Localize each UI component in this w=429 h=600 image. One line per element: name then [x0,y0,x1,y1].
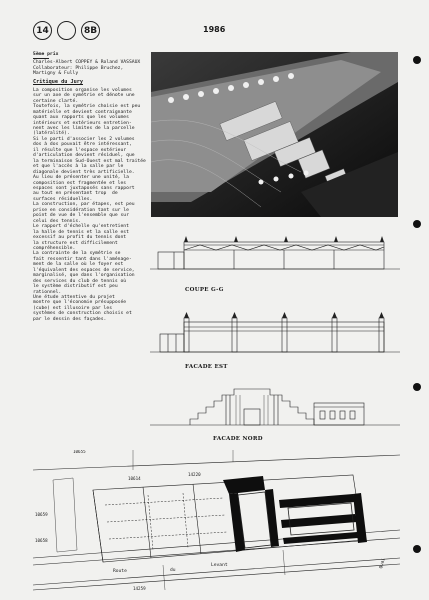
critique-line: sur un axe de symétrie et dénote une [33,93,135,99]
critique-line: Une étude attentive du projet [33,295,115,301]
critique-line: nent avec les limites de la parcelle [33,125,135,131]
critique-line: dos à dos pouvait être intéressant, [33,142,132,148]
street-label: Quai [379,557,387,570]
critique-line: le système distributif est peu [33,284,118,290]
parcel-label: 10658 [35,538,48,543]
parcel-label: 10655 [73,450,86,454]
model-photograph [151,52,398,217]
binder-hole-icon [413,545,421,553]
year-label: 1986 [203,25,226,34]
critique-line: fait ressentir tant dans l'aménage- [33,256,132,262]
critique-line: espaces sont juxtaposés sans rapport [33,185,135,191]
collaborator-line: Martigny & Fully [33,71,79,77]
critique-line: Le rapport d'échelle qu'entretient [33,224,129,230]
critique-line: quant aux rapports que les volumes [33,115,129,121]
critique-line: (latéralité). [33,131,70,137]
critique-line: excessif au profit du tennis dont [33,235,127,241]
binder-hole-icon [413,383,421,391]
critique-line: Au lieu de présenter une unité, la [33,175,129,181]
parcel-label: 14259 [133,586,146,591]
critique-line: systèmes de construction choisis et [33,311,132,317]
critique-line: certaine clarté. [33,98,79,104]
critique-line: au tout en présentant trop de [33,191,118,197]
critique-line: point de vue de l'ensemble que sur [33,213,129,219]
critique-line: compréhensible. [33,245,76,251]
critique-line: Si le parti d'associer les 2 volumes [33,136,135,142]
parcel-label: 10614 [128,476,141,481]
critique-heading: Critique du Jury [33,78,83,85]
parcel-label: 10659 [35,512,48,517]
page-number-badge: 14 [33,21,52,40]
critique-line: d'articulation devient résiduel, que [33,153,135,159]
critique-line: composition est fragmentée et les [33,180,127,186]
site-plan [33,450,400,595]
critique-text [33,88,145,322]
critique-line: La composition organise les volumes [33,87,132,93]
collaborator-block [33,66,145,77]
critique-line: celui des tennis. [33,218,81,224]
critique-line: rationnel. [33,289,62,295]
section-drawing [150,228,400,273]
critique-line: il résulte que l'espace extérieur [33,147,127,153]
critique-line: surfaces résiduelles. [33,196,93,202]
empty-badge-circle [57,21,76,40]
critique-line: et que l'accès à la salle par le [33,164,124,170]
critique-line: montre que l'économie présupposée [33,300,127,306]
critique-line: matérielle et devient contraignante [33,109,132,115]
site-plan-drawing [33,450,400,595]
authors-line: Charles-Albert COPPEY & Roland VASSAUX [33,60,141,66]
critique-line: La construction, par étapes, est peu [33,202,135,208]
critique-line: la halle de tennis et la salle est [33,229,129,235]
parcel-label: 14220 [188,472,201,477]
north-facade-drawing [150,373,400,428]
critique-line: la terminaison Sud-Ouest est mal traitée [33,158,146,164]
critique-line: par le dessin des façades. [33,316,107,322]
critique-line: des services du club de tennis où [33,278,127,284]
north-facade-label: FACADE NORD [213,436,263,442]
street-label: Route [113,569,127,574]
street-label: Levant [211,563,228,568]
section-label: COUPE G-G [185,287,224,293]
binder-hole-icon [413,220,421,228]
east-facade-drawing [150,300,400,358]
critique-line: diagonale devient très artificielle. [33,169,135,175]
model-photo-image [151,52,398,217]
critique-line: ment de la salle où le foyer est [33,262,124,268]
prize-label: 5ème prix [33,52,59,57]
critique-line: La contrainte de la symétrie se [33,251,121,257]
critique-line: l'équivalent des espaces de service, [33,267,135,273]
critique-line: intérieurs et extérieurs entretien- [33,120,132,126]
category-badge: 8B [81,21,100,40]
entry-text-column [33,52,145,322]
collaborator-line: Collaborateur: Philippe Bruchez, [33,65,124,71]
binder-hole-icon [413,56,421,64]
critique-line: Toutefois, la symétrie choisie est peu [33,104,141,110]
critique-line: (cube) est illusoire par les [33,305,113,311]
street-label: du [170,568,176,573]
critique-line: la structure est difficilement [33,240,118,246]
critique-line: marginalisé, que dans l'organisation [33,273,135,279]
east-facade-label: FACADE EST [185,364,228,370]
critique-line: prise en considération tant sur le [33,207,129,213]
